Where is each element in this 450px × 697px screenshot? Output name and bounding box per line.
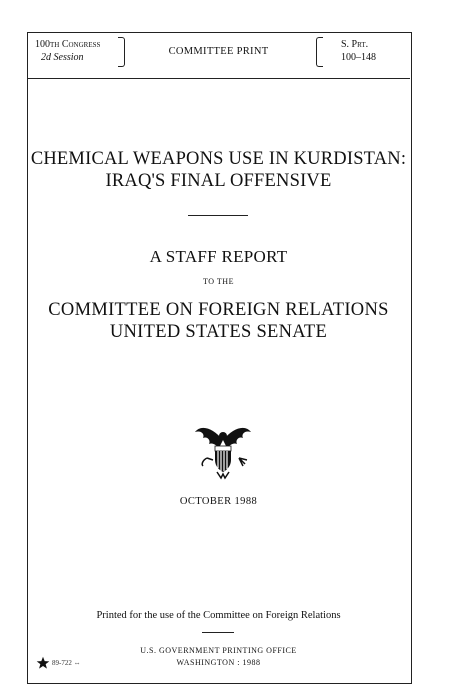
document-header — [27, 32, 410, 79]
congress-label: 100th Congress — [35, 39, 101, 50]
right-brace — [316, 37, 323, 67]
print-prefix: S. Prt. — [341, 39, 369, 50]
publisher-office: U.S. GOVERNMENT PRINTING OFFICE — [140, 646, 297, 655]
print-number: 100–148 — [341, 52, 376, 63]
committee-line-1: COMMITTEE ON FOREIGN RELATIONS — [48, 300, 389, 320]
to-the-label: TO THE — [203, 277, 234, 286]
print-number-block — [341, 38, 376, 64]
committee-name — [27, 299, 410, 343]
report-date: OCTOBER 1988 — [179, 496, 258, 507]
star-icon — [36, 656, 50, 670]
printed-for-note: Printed for the use of the Committee on Foreign Relations — [96, 610, 341, 621]
publisher-divider — [202, 632, 234, 633]
title-line-1: CHEMICAL WEAPONS USE IN KURDISTAN: — [30, 149, 407, 169]
committee-line-2: UNITED STATES SENATE — [109, 322, 328, 342]
print-type: COMMITTEE PRINT — [168, 46, 269, 57]
publisher-block — [27, 645, 410, 669]
publisher-place-date: WASHINGTON : 1988 — [176, 658, 261, 667]
job-number: 89-722 ⇔ — [52, 659, 81, 667]
page-border — [27, 32, 412, 684]
document-title — [27, 148, 410, 192]
report-heading: A STAFF REPORT — [149, 247, 288, 266]
title-line-2: IRAQ'S FINAL OFFENSIVE — [105, 171, 332, 191]
session-label: 2d Session — [41, 52, 84, 63]
title-divider — [188, 215, 248, 216]
eagle-seal-icon — [193, 420, 253, 480]
